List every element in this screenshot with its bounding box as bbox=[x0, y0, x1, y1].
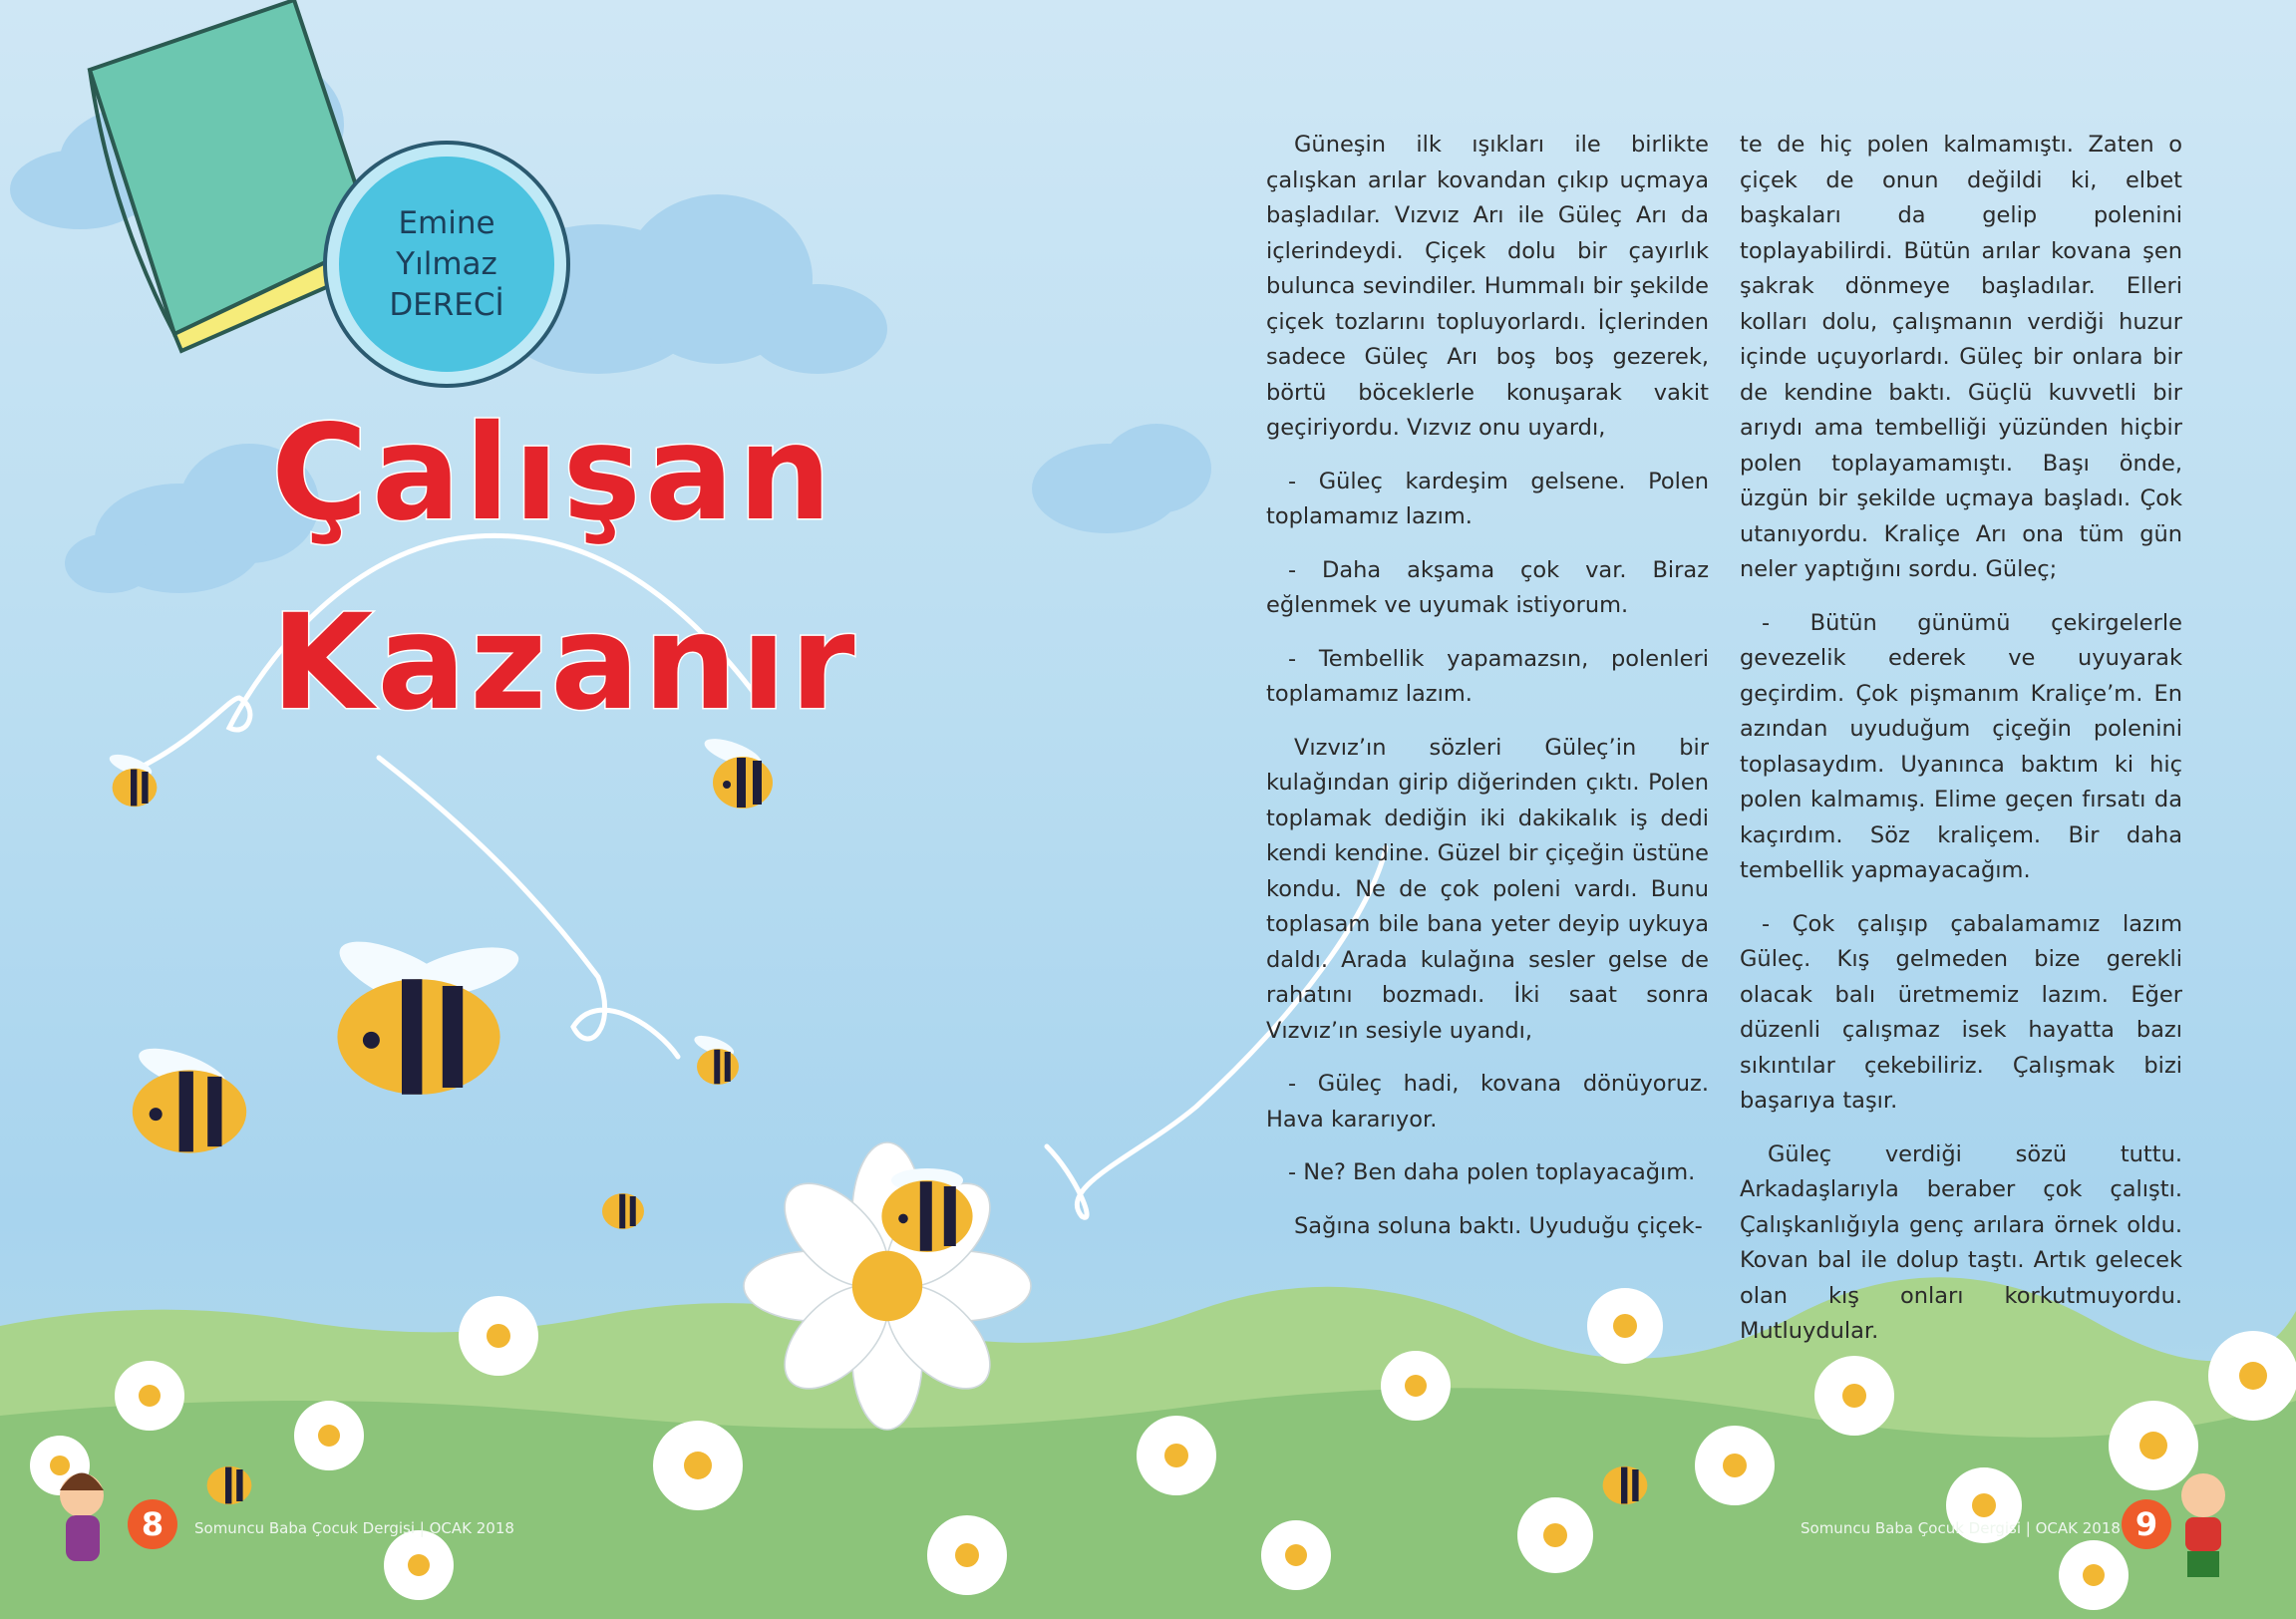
paragraph: - Tembellik yapamazsın, polenleri toplamamız lazım. bbox=[1266, 645, 1709, 707]
bee-icon bbox=[701, 733, 773, 809]
footer-right-text: Somuncu Baba Çocuk Dergisi | OCAK 2018 bbox=[1801, 1519, 2121, 1537]
bee-icon bbox=[330, 927, 523, 1095]
author-first-name: Emine bbox=[398, 204, 495, 241]
author-byline bbox=[332, 160, 561, 369]
bee-icon bbox=[107, 750, 157, 807]
bee-icon bbox=[133, 1040, 246, 1153]
author-last-name: DERECİ bbox=[389, 286, 504, 323]
paragraph: - Bütün günümü çekirgelerle gevezelik ederek ve uyuyarak geçirdim. Çok pişmanım Kraliçe’m. En azından uyuduğum çiçeğin polenini toplasaydım. Uyanınca baktım ki hiç polen kalmamış. Elime geçen fırsatı da kaçırdım. Söz kraliçem. Bir daha tembellik yapmayacağım. bbox=[1740, 609, 2182, 883]
story-column-right bbox=[1740, 128, 2182, 1368]
paragraph: - Daha akşama çok var. Biraz eğlenmek ve uyumak istiyorum. bbox=[1266, 556, 1709, 618]
bee-icon bbox=[1603, 1466, 1648, 1504]
story-title-line-1: Çalışan bbox=[271, 397, 836, 550]
bee-icon bbox=[881, 1168, 972, 1252]
footer-left-text: Somuncu Baba Çocuk Dergisi | OCAK 2018 bbox=[194, 1519, 514, 1537]
paragraph: - Güleç kardeşim gelsene. Polen toplamamız lazım. bbox=[1266, 468, 1709, 529]
paragraph: - Güleç hadi, kovana dönüyoruz. Hava kararıyor. bbox=[1266, 1071, 1709, 1133]
paragraph: - Çok çalışıp çabalamamız lazım Güleç. Kış gelmeden bize gerekli olacak balı üretmemiz lazım. Eğer düzenli çalışmaz isek hayatta bazı sıkıntılar çekebiliriz. Çalışmak bizi başarıya taşır. bbox=[1740, 910, 2182, 1114]
bee-icon bbox=[207, 1466, 252, 1504]
paragraph: Sağına soluna baktı. Uyuduğu çiçek- bbox=[1294, 1212, 1703, 1239]
paragraph: - Ne? Ben daha polen toplayacağım. bbox=[1288, 1159, 1696, 1185]
bee-icon bbox=[692, 1032, 739, 1085]
page-number-left: 8 bbox=[128, 1499, 177, 1549]
paragraph: te de hiç polen kalmamıştı. Zaten o çiçek de onun değildi ki, elbet başkaları da gelip polenini toplayabilirdi. Bütün arılar kovana şen şakrak dönmeye başladılar. Elleri kolları dolu, çalışmanın verdiği huzur içinde uçuyorlardı. Güleç bir onlara bir de kendine baktı. Güçlü kuvvetli bir arıydı ama tembelliği yüzünden hiçbir polen toplayamamıştı. Başı önde, üzgün bir şekilde uçmaya başladı. Çok utanıyordu. Kraliçe Arı ona tüm gün neler yaptığını sordu. Güleç; bbox=[1740, 132, 2182, 582]
page-number-right: 9 bbox=[2122, 1499, 2171, 1549]
story-column-left bbox=[1266, 128, 1709, 1262]
author-middle-name: Yılmaz bbox=[396, 245, 497, 282]
bee-icon bbox=[602, 1193, 644, 1229]
story-title-line-2: Kazanır bbox=[271, 586, 859, 740]
boy-illustration bbox=[2181, 1473, 2225, 1577]
paragraph: Güleç verdiği sözü tuttu. Arkadaşlarıyla beraber çok çalıştı. Çalışkanlığıyla genç arılara örnek oldu. Kovan bal ile dolup taştı. Artık gelecek olan kış onları korkutmuyordu. Mutluydular. bbox=[1740, 1140, 2182, 1344]
paragraph: Güneşin ilk ışıkları ile birlikte çalışkan arılar kovandan çıkıp uçmaya başladılar. Vızvız Arı ile Güleç Arı da içlerindeydi. Çiçek dolu bir çayırlık bulunca sevindiler. Hummalı bir şekilde çiçek tozlarını topluyorlardı. İçlerinden sadece Güleç Arı boş boş gezerek, börtü böceklerle konuşarak vakit geçiriyordu. Vızvız onu uyardı, bbox=[1266, 132, 1709, 441]
paragraph: Vızvız’ın sözleri Güleç’in bir kulağından girip diğerinden çıktı. Polen toplamak dediğin iki dakikalık iş dedi kendi kendine. Güzel bir çiçeğin üstüne kondu. Ne de çok poleni vardı. Bunu toplasam bile bana yeter deyip uykuya daldı. Arada kulağına sesler gelse de rahatını bozmadı. İki saat sonra Vızvız’ın sesiyle uyandı, bbox=[1266, 734, 1709, 1044]
